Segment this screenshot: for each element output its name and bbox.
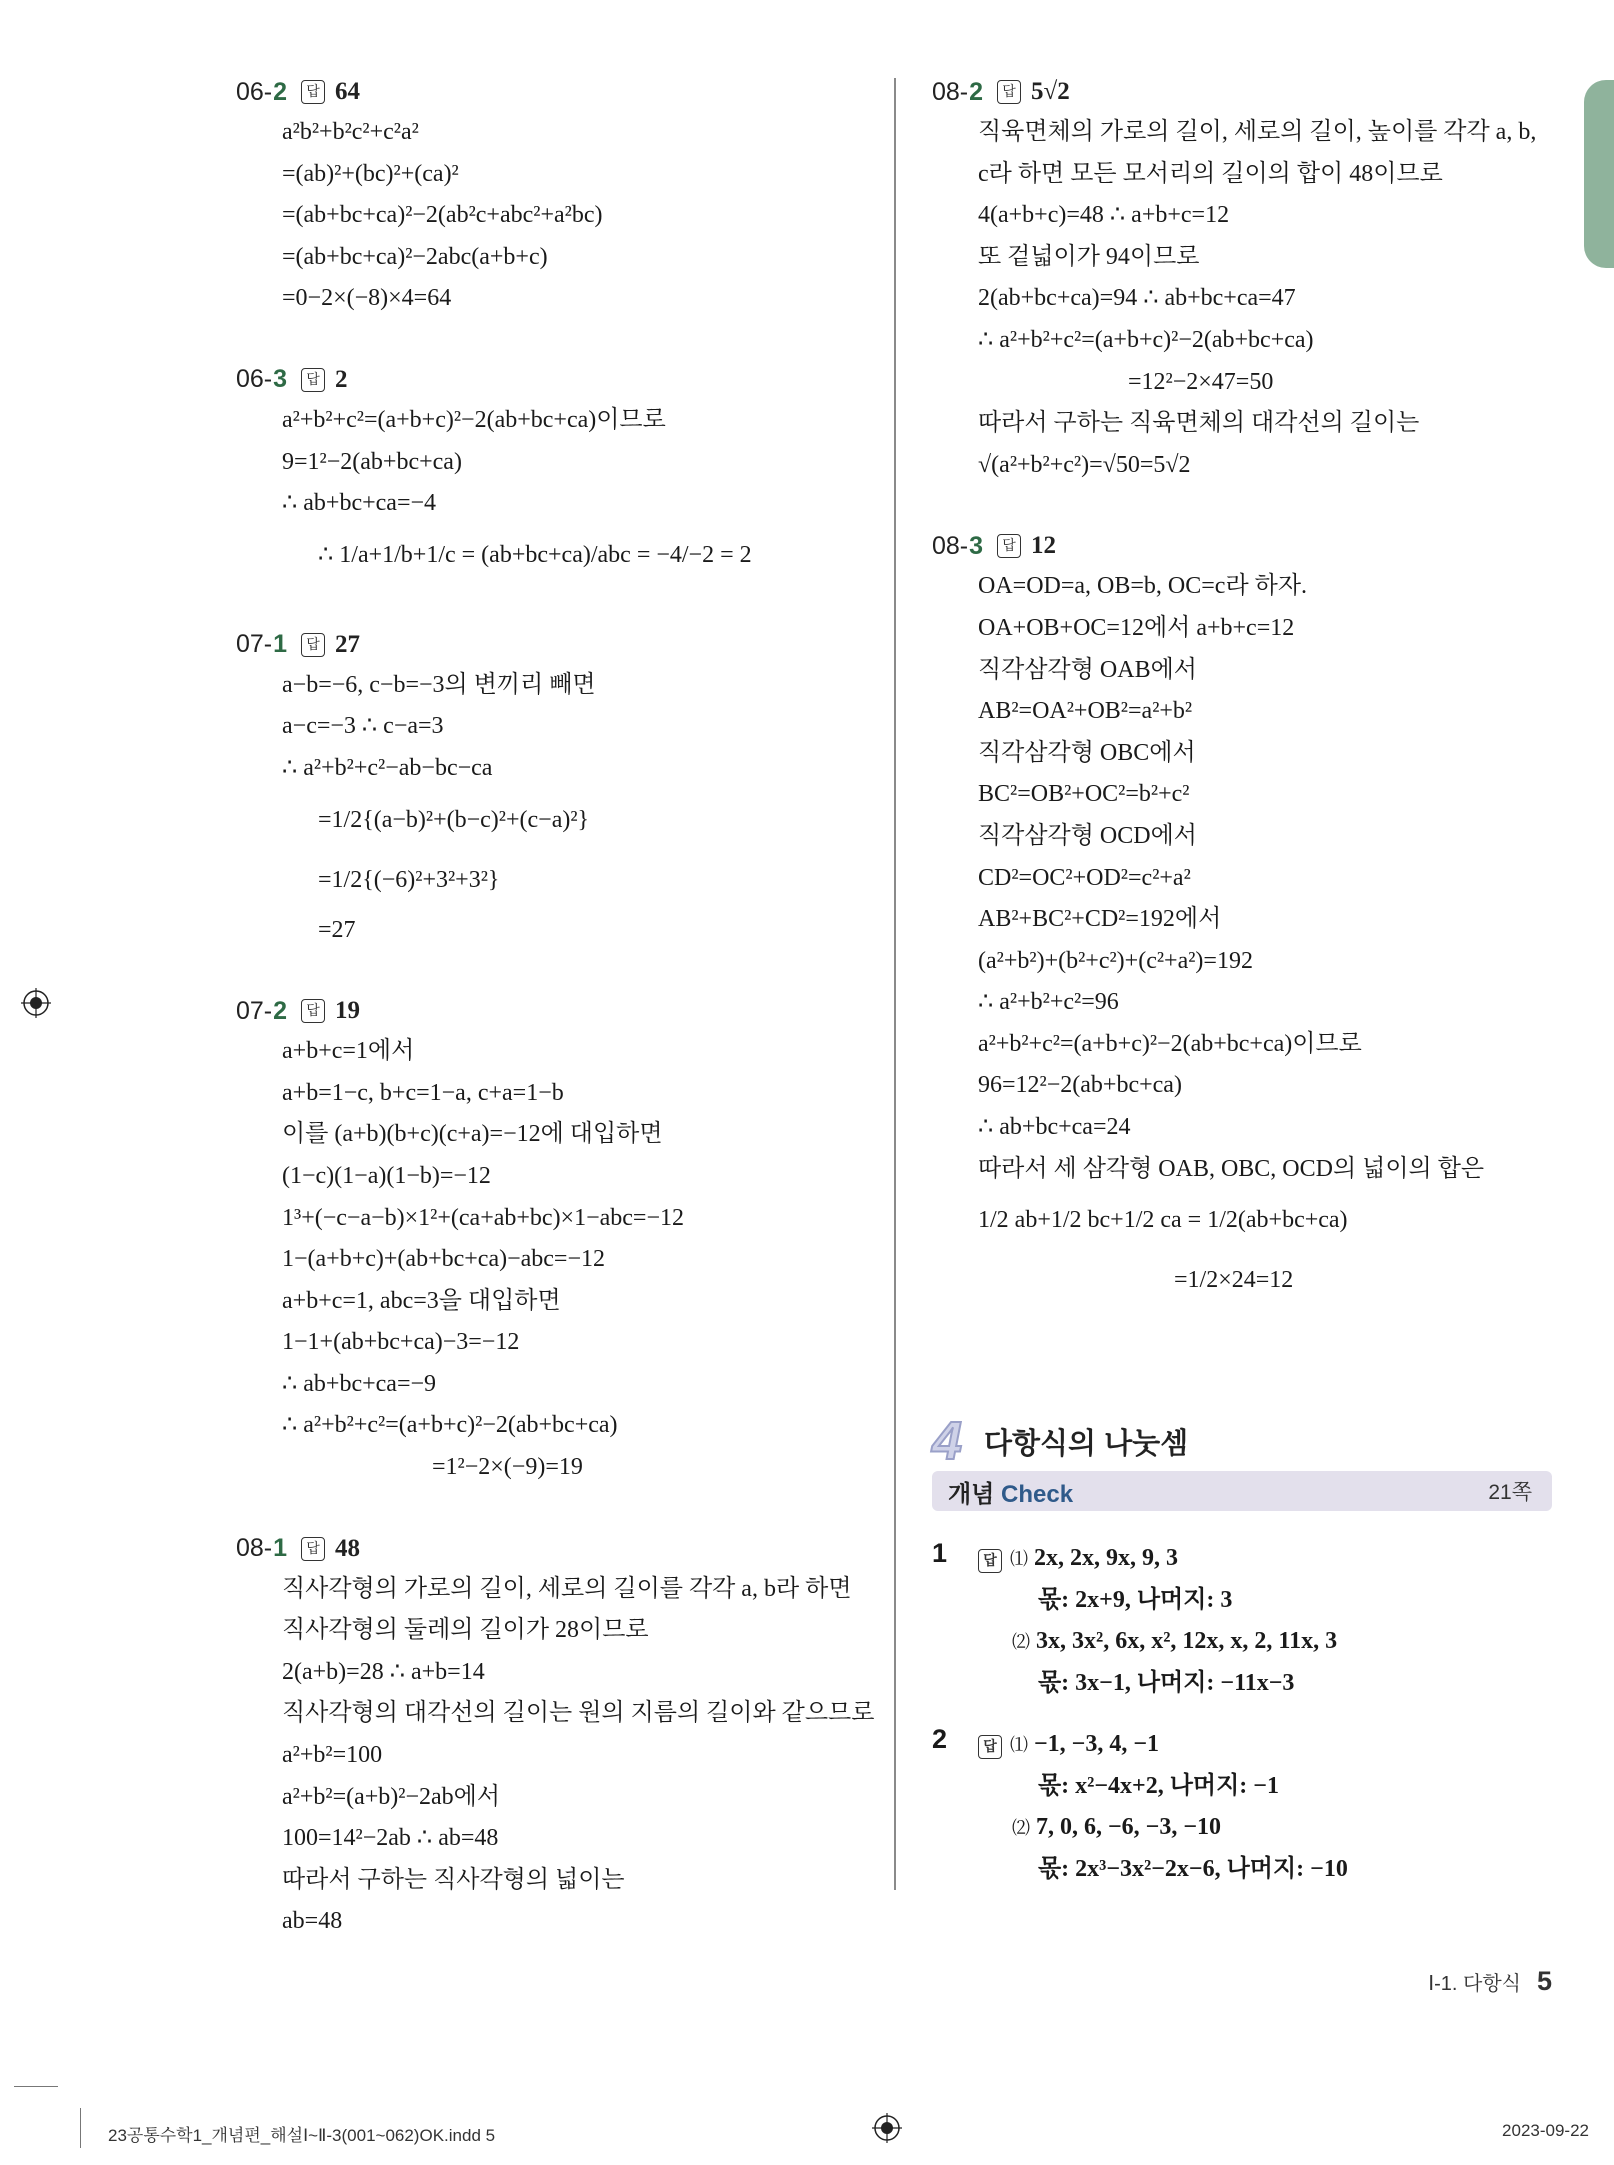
problem-subnumber: 3 [273,365,288,394]
solution-line: =(ab+bc+ca)²−2(ab²c+abc²+a²bc) [282,202,603,229]
problem-header [236,625,876,665]
part-label: ⑴ [1010,1735,1028,1756]
solution-line: 따라서 구하는 직사각형의 넓이는 [282,1866,625,1893]
problem-06-3 [236,360,876,585]
answer-value: 5√2 [1031,78,1070,105]
concept-check-bar [932,1471,1552,1511]
solution-line: 2(a+b)=28 ∴ a+b=14 [282,1658,485,1685]
solution-lines [282,665,876,951]
solution-lines [978,566,1560,1310]
problem-header [236,360,876,400]
answer-value: 12 [1031,532,1057,560]
solution-line: a²+b²+c²=(a+b+c)²−2(ab+bc+ca)이므로 [978,1030,1362,1057]
check-line [978,1538,1538,1580]
check-text: 몫: 3x−1, 나머지: −11x−3 [1038,1669,1295,1696]
solution-line: OA+OB+OC=12에서 a+b+c=12 [978,614,1295,641]
solution-line: a²+b²=100 [282,1742,383,1769]
answer-icon: 답 [301,368,325,392]
concept-check-page: 21쪽 [1488,1481,1532,1504]
problem-header [236,991,876,1031]
solution-line: =(ab)²+(bc)²+(ca)² [282,160,459,187]
solution-line: 또 겉넓이가 94이므로 [978,243,1200,270]
check-line [978,1621,1538,1663]
solution-line: =(ab+bc+ca)²−2abc(a+b+c) [282,243,548,270]
solution-line: a+b+c=1, abc=3을 대입하면 [282,1287,561,1314]
solution-line: 따라서 세 삼각형 OAB, OBC, OCD의 넓이의 합은 [978,1155,1485,1182]
solution-line: 1−1+(ab+bc+ca)−3=−12 [282,1329,520,1356]
problem-08-1 [236,1529,876,1943]
check-text: 몫: x²−4x+2, 나머지: −1 [1038,1772,1279,1799]
solution-line: ∴ ab+bc+ca=−9 [282,1370,437,1397]
part-label: ⑴ [1010,1549,1028,1570]
problem-number: 08- [236,1534,273,1563]
check-line [978,1580,1538,1622]
solution-line: 96=12²−2(ab+bc+ca) [978,1072,1182,1099]
solution-line: OA=OD=a, OB=b, OC=c라 하자. [978,573,1308,600]
check-text: 2x, 2x, 9x, 9, 3 [1034,1545,1178,1571]
solution-line: =27 [318,916,356,943]
answer-value: 48 [335,1534,361,1562]
solution-line: 직육면체의 가로의 길이, 세로의 길이, 높이를 각각 a, b, [978,119,1537,145]
problem-number: 08- [932,531,969,560]
answer-icon: 답 [301,80,325,104]
solution-line: BC²=OB²+OC²=b²+c² [978,781,1190,808]
registration-mark-icon [872,2113,902,2143]
solution-line: =0−2×(−8)×4=64 [282,285,452,312]
chapter-tab [1584,80,1614,268]
answer-value: 27 [335,630,361,658]
problem-number: 06- [236,77,273,106]
concept-check-label: 개념 Check [948,1480,1074,1508]
check-text: 7, 0, 6, −6, −3, −10 [1036,1814,1222,1840]
file-name: 23공통수학1_개념편_해설Ⅰ~Ⅱ-3(001~062)OK.indd 5 [108,2126,496,2145]
solution-line: 직각삼각형 OAB에서 [978,656,1197,683]
solution-line: =12²−2×47=50 [1128,368,1274,395]
solution-line: 2(ab+bc+ca)=94 ∴ ab+bc+ca=47 [978,285,1296,312]
problem-number: 08- [932,77,969,106]
solution-line: 100=14²−2ab ∴ ab=48 [282,1825,499,1852]
solution-line: 직각삼각형 OBC에서 [978,739,1196,766]
check-number: 1 [932,1538,948,1568]
solution-line: 이를 (a+b)(b+c)(c+a)=−12에 대입하면 [282,1121,663,1148]
solution-line: a−c=−3 ∴ c−a=3 [282,713,444,740]
solution-line: ab=48 [282,1908,343,1935]
solution-lines [282,112,876,320]
problem-06-2 [236,72,876,320]
solution-line: ∴ ab+bc+ca=24 [978,1114,1131,1141]
answer-icon: 답 [301,633,325,657]
answer-icon: 답 [301,1537,325,1561]
part-label: ⑵ [1012,1632,1030,1653]
solution-line: 1/2 ab+1/2 bc+1/2 ca = 1/2(ab+bc+ca) [978,1207,1348,1234]
problem-subnumber: 1 [273,630,288,659]
part-label: ⑵ [1012,1818,1030,1839]
crop-mark [80,2108,81,2148]
problem-07-1 [236,625,876,951]
crop-mark [14,2086,58,2087]
solution-line: =1/2{(−6)²+3²+3²} [318,866,500,893]
page-number: 5 [1536,1966,1552,1996]
solution-line: ∴ 1/a+1/b+1/c = (ab+bc+ca)/abc = −4/−2 = 2 [318,541,752,568]
problem-subnumber: 2 [273,77,288,106]
solution-line: ∴ a²+b²+c²=(a+b+c)²−2(ab+bc+ca) [282,1412,618,1439]
solution-line: CD²=OC²+OD²=c²+a² [978,864,1191,891]
print-date: 2023-09-22 [1502,2121,1589,2140]
solution-lines [282,1569,876,1943]
problem-subnumber: 3 [969,531,984,560]
answer-value: 19 [335,997,361,1025]
solution-line: AB²=OA²+OB²=a²+b² [978,698,1193,725]
solution-line: ∴ a²+b²+c²=96 [978,989,1119,1016]
check-line [978,1724,1538,1766]
answer-value: 2 [335,365,348,393]
check-line [978,1663,1538,1705]
solution-line: 1−(a+b+c)+(ab+bc+ca)−abc=−12 [282,1246,606,1273]
answer-icon: 답 [978,1549,1002,1573]
solution-line: =1²−2×(−9)=19 [432,1454,583,1481]
solution-line: ∴ a²+b²+c²−ab−bc−ca [282,754,493,781]
column-divider [894,78,896,1890]
check-body [978,1724,1538,1890]
problem-header [932,526,1560,566]
problem-header [236,72,876,112]
problem-07-2 [236,991,876,1489]
solution-line: 9=1²−2(ab+bc+ca) [282,448,462,475]
answer-icon: 답 [301,999,325,1023]
section-title: 다항식의 나눗셈 [984,1427,1189,1460]
solution-line: a²b²+b²c²+c²a² [282,119,419,145]
registration-mark-icon [21,988,51,1018]
problem-subnumber: 2 [273,996,288,1025]
section-number: 4 [932,1411,963,1471]
solution-line: =1/2×24=12 [1174,1267,1294,1294]
left-column [236,72,876,1983]
solution-line: c라 하면 모든 모서리의 길이의 합이 48이므로 [978,160,1443,187]
solution-line: 1³+(−c−a−b)×1²+(ca+ab+bc)×1−abc=−12 [282,1204,684,1231]
solution-line: 직사각형의 가로의 길이, 세로의 길이를 각각 a, b라 하면 [282,1575,852,1602]
check-body [978,1538,1538,1704]
solution-line: a+b=1−c, b+c=1−a, c+a=1−b [282,1079,564,1106]
solution-line: 4(a+b+c)=48 ∴ a+b+c=12 [978,202,1230,229]
solution-lines [282,1031,876,1489]
page-footer [1428,1966,1552,1997]
check-number: 2 [932,1724,948,1754]
solution-line: ∴ a²+b²+c²=(a+b+c)²−2(ab+bc+ca) [978,326,1314,353]
section-heading [932,1410,1188,1472]
solution-line: 직각삼각형 OCD에서 [978,822,1197,849]
solution-line: a+b+c=1에서 [282,1038,415,1065]
solution-line: 따라서 구하는 직육면체의 대각선의 길이는 [978,410,1420,437]
check-line [978,1766,1538,1808]
solution-line: √(a²+b²+c²)=√50=5√2 [978,451,1191,478]
solution-line: (1−c)(1−a)(1−b)=−12 [282,1162,491,1189]
check-text: 몫: 2x³−3x²−2x−6, 나머지: −10 [1038,1855,1348,1882]
answer-icon: 답 [997,80,1021,104]
problem-number: 07- [236,630,273,659]
problem-08-3 [932,526,1560,1310]
solution-line: 직사각형의 대각선의 길이는 원의 지름의 길이와 같으므로 [282,1700,875,1727]
problem-number: 07- [236,996,273,1025]
answer-icon: 답 [978,1735,1002,1759]
footer-section-label: Ⅰ-1. 다항식 [1428,1973,1521,1995]
check-line [978,1807,1538,1849]
solution-lines [978,112,1560,486]
answer-icon: 답 [997,534,1021,558]
problem-number: 06- [236,365,273,394]
problem-header [236,1529,876,1569]
check-line [978,1849,1538,1891]
right-column [932,72,1560,1350]
solution-line: ∴ ab+bc+ca=−4 [282,490,437,517]
check-text: 3x, 3x², 6x, x², 12x, x, 2, 11x, 3 [1036,1628,1338,1654]
solution-line: AB²+BC²+CD²=192에서 [978,906,1222,933]
solution-line: 직사각형의 둘레의 길이가 28이므로 [282,1617,649,1644]
problem-header [932,72,1560,112]
answer-value: 64 [335,78,361,105]
solution-line: a−b=−6, c−b=−3의 변끼리 빼면 [282,671,596,698]
check-text: 몫: 2x+9, 나머지: 3 [1038,1586,1233,1613]
check-text: −1, −3, 4, −1 [1034,1731,1160,1757]
solution-line: (a²+b²)+(b²+c²)+(c²+a²)=192 [978,947,1253,974]
problem-subnumber: 2 [969,77,984,106]
solution-lines [282,400,876,585]
problem-subnumber: 1 [273,1534,288,1563]
solution-line: a²+b²+c²=(a+b+c)²−2(ab+bc+ca)이므로 [282,406,666,433]
solution-line: =1/2{(a−b)²+(b−c)²+(c−a)²} [318,806,590,833]
solution-line: a²+b²=(a+b)²−2ab에서 [282,1783,501,1810]
problem-08-2 [932,72,1560,486]
